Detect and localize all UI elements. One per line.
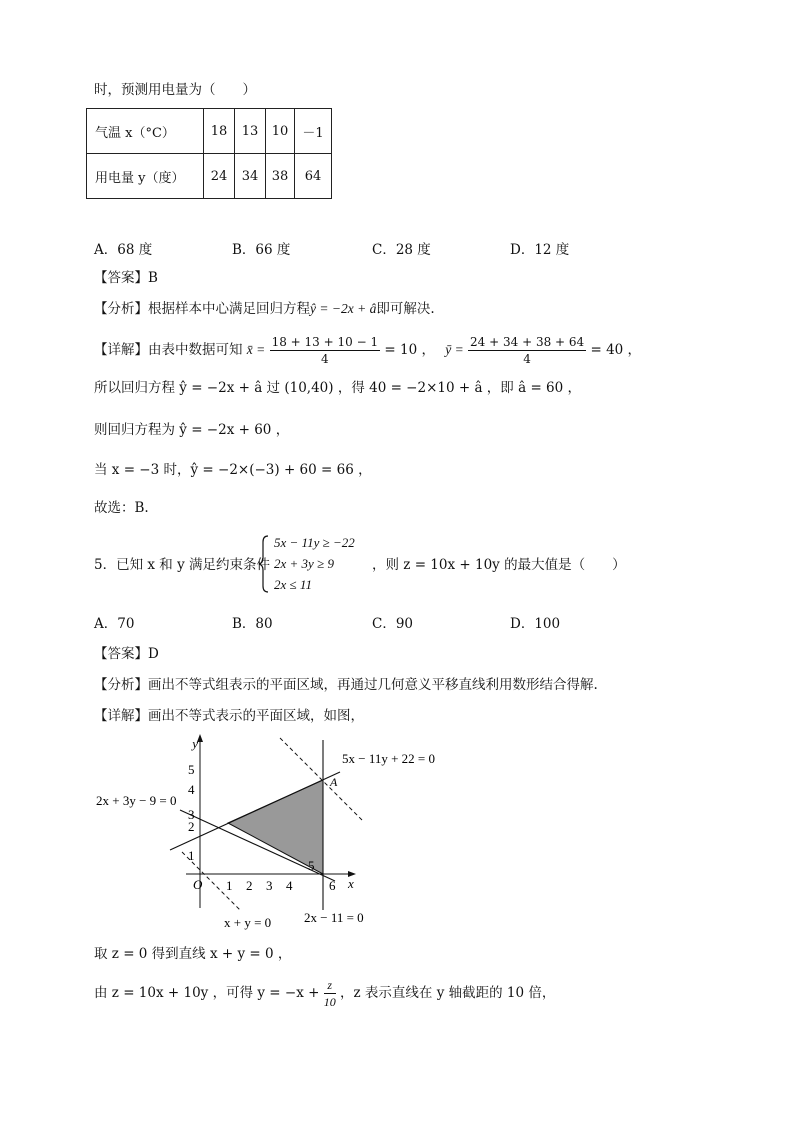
q4-option-c: C．28 度 (372, 242, 431, 258)
ybar-symbol: ȳ = (445, 342, 464, 357)
label-2x-3y-9: 2x + 3y − 9 = 0 (96, 793, 177, 808)
x-tick: 3 (266, 878, 273, 893)
q4-detail-line-5: 故选：B. (94, 500, 149, 516)
q4-analysis (94, 299, 435, 319)
table-header-power: 用电量 y（度） (87, 154, 204, 199)
table-cell: 38 (266, 154, 295, 199)
table-row (87, 109, 332, 154)
z-over-10-fraction (324, 977, 336, 1010)
frac-numerator: z (324, 977, 336, 994)
table-cell: 18 (204, 109, 235, 154)
table-cell: 24 (204, 154, 235, 199)
q4-option-a: A．68 度 (94, 242, 153, 258)
label-2x-11: 2x − 11 = 0 (304, 910, 364, 925)
q5-after-line-1: 取 z = 0 得到直线 x + y = 0 ， (94, 946, 292, 962)
data-table (86, 108, 332, 199)
x-tick: 4 (286, 878, 293, 893)
frac-denominator: 10 (323, 995, 336, 1009)
q4-detail-line-3: 则回归方程为 ŷ = −2x + 60 ， (94, 422, 290, 438)
q5-stem-prefix: 5．已知 x 和 y 满足约束条件 (94, 557, 270, 573)
q5-stem-suffix: ，则 z = 10x + 10y 的最大值是（ ） (372, 557, 626, 573)
q4-detail-line-4: 当 x = −3 时，ŷ = −2×(−3) + 60 = 66 ， (94, 462, 372, 478)
analysis-equation: ŷ = −2x + â (310, 301, 377, 316)
table-header-temp: 气温 x（°C） (87, 109, 204, 154)
analysis-tag: 【分析】 (94, 301, 148, 317)
constraint-1: 5x − 11y ≥ −22 (274, 535, 355, 550)
constraint-2: 2x + 3y ≥ 9 (274, 556, 334, 571)
analysis-text: 根据样本中心满足回归方程 (148, 301, 310, 317)
q5-detail (94, 706, 364, 726)
q4-detail-line-2: 所以回归方程 ŷ = −2x + â 过 (10,40) ，得 40 = −2×10 + â ，即 â = 60 ， (94, 380, 582, 396)
detail-text: 由表中数据可知 (148, 342, 243, 358)
point-a-label: A (330, 775, 338, 789)
xbar-value: = 10 ， (384, 342, 435, 358)
ybar-denominator: 4 (523, 352, 531, 366)
xbar-denominator: 4 (321, 352, 329, 366)
x-tick: 6 (329, 878, 336, 893)
q4-detail (94, 332, 641, 368)
q5-answer: 【答案】D (94, 646, 159, 662)
table-cell: 10 (266, 109, 295, 154)
label-x-plus-y: x + y = 0 (224, 915, 272, 930)
q5-option-a: A．70 (94, 616, 135, 632)
q4-option-d: D．12 度 (510, 242, 570, 258)
xbar-numerator: 18 + 13 + 10 − 1 (271, 335, 379, 349)
origin-label: O (193, 877, 203, 892)
table-cell: 34 (235, 154, 266, 199)
x-axis-label: x (348, 876, 354, 891)
x-tick: 1 (226, 878, 233, 893)
ybar-numerator: 24 + 34 + 38 + 64 (470, 335, 585, 349)
xbar-fraction (270, 334, 381, 367)
after-line-2-a: 由 z = 10x + 10y ，可得 y = −x + (94, 985, 320, 1001)
analysis-text: 画出不等式组表示的平面区域，再通过几何意义平移直线利用数形结合得解. (148, 677, 598, 693)
q5-option-d: D．100 (510, 616, 561, 632)
xbar-symbol: x̄ = (246, 342, 266, 357)
q5-option-c: C．90 (372, 616, 414, 632)
constraint-3: 2x ≤ 11 (274, 577, 312, 592)
q4-option-b: B．66 度 (232, 242, 291, 258)
ybar-fraction (468, 334, 586, 367)
table-cell: 64 (295, 154, 332, 199)
analysis-end: 即可解决. (376, 301, 435, 317)
label-5x-11y-22: 5x − 11y + 22 = 0 (342, 751, 436, 766)
q5-option-b: B．80 (232, 616, 273, 632)
q5-analysis (94, 675, 598, 695)
y-tick: 3 (188, 807, 195, 822)
detail-text: 画出不等式表示的平面区域，如图， (148, 708, 364, 724)
table-row (87, 154, 332, 199)
ybar-value: = 40 ， (590, 342, 642, 358)
q5-after-line-2 (94, 975, 555, 1011)
y-axis-label: y (192, 736, 198, 751)
constraint-brace (258, 534, 270, 594)
y-tick: 4 (188, 782, 195, 797)
detail-tag: 【详解】 (94, 342, 148, 358)
y-tick: 5 (188, 762, 195, 777)
x-tick: 5 (308, 858, 315, 873)
table-cell: 13 (235, 109, 266, 154)
analysis-tag: 【分析】 (94, 677, 148, 693)
y-tick: 1 (188, 848, 195, 863)
after-line-2-b: ，z 表示直线在 y 轴截距的 10 倍， (340, 985, 556, 1001)
x-tick: 2 (246, 878, 253, 893)
feasible-region-graph (90, 730, 470, 930)
q4-answer: 【答案】B (94, 270, 158, 286)
detail-tag: 【详解】 (94, 708, 148, 724)
q4-stem-tail: 时，预测用电量为（ ） (94, 82, 256, 98)
table-cell: －1 (295, 109, 332, 154)
y-tick: 2 (188, 819, 195, 834)
